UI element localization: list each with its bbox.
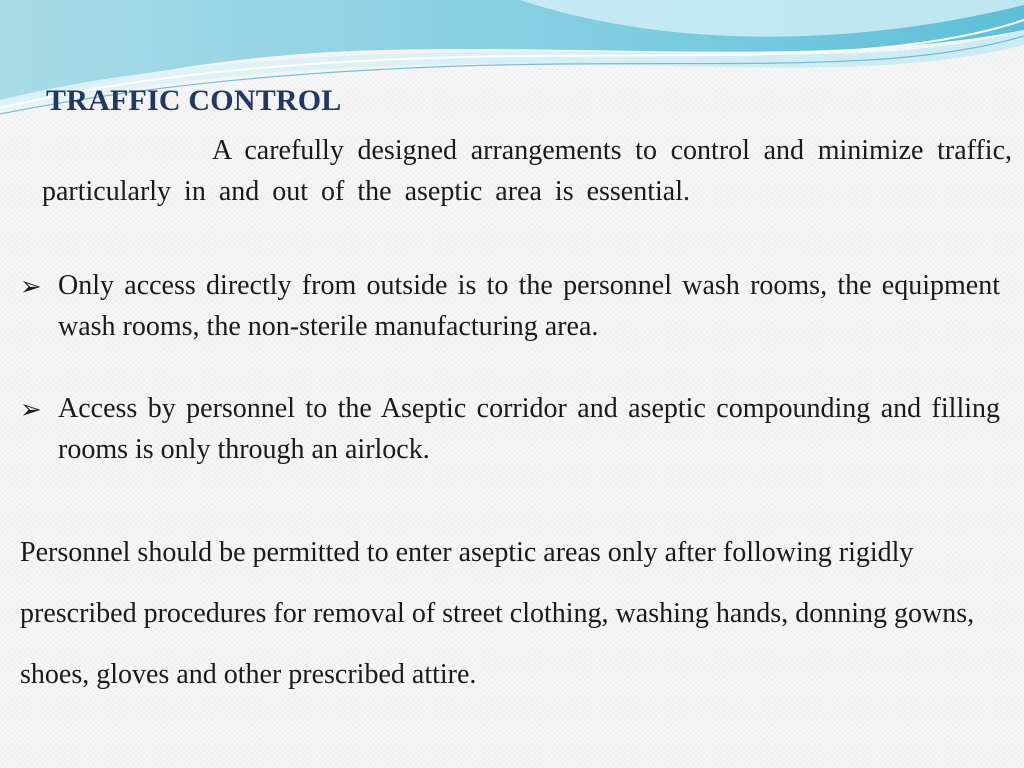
bullet-text-2: Access by personnel to the Aseptic corridor and aseptic compounding and filling rooms is only through an airlock. bbox=[58, 393, 1000, 465]
body-paragraph: Personnel should be permitted to enter aseptic areas only after following rigidly prescribed procedures for removal of street clothing, washing hands, donning gowns, shoes, gloves and other prescribed attire. bbox=[20, 537, 975, 690]
arrow-bullet-icon: ➢ bbox=[20, 395, 42, 424]
bullet-text-1: Only access directly from outside is to the personnel wash rooms, the equipment wash rooms, the non-sterile manufacturing area. bbox=[58, 270, 1000, 342]
bullet-item-1 bbox=[20, 265, 1000, 347]
bullet-item-2 bbox=[20, 388, 1000, 470]
intro-text: A carefully designed arrangements to control and minimize traffic, particularly in and out of the aseptic area is essential. bbox=[42, 135, 1012, 207]
arrow-bullet-icon: ➢ bbox=[20, 272, 42, 301]
slide-title: TRAFFIC CONTROL bbox=[46, 84, 342, 117]
